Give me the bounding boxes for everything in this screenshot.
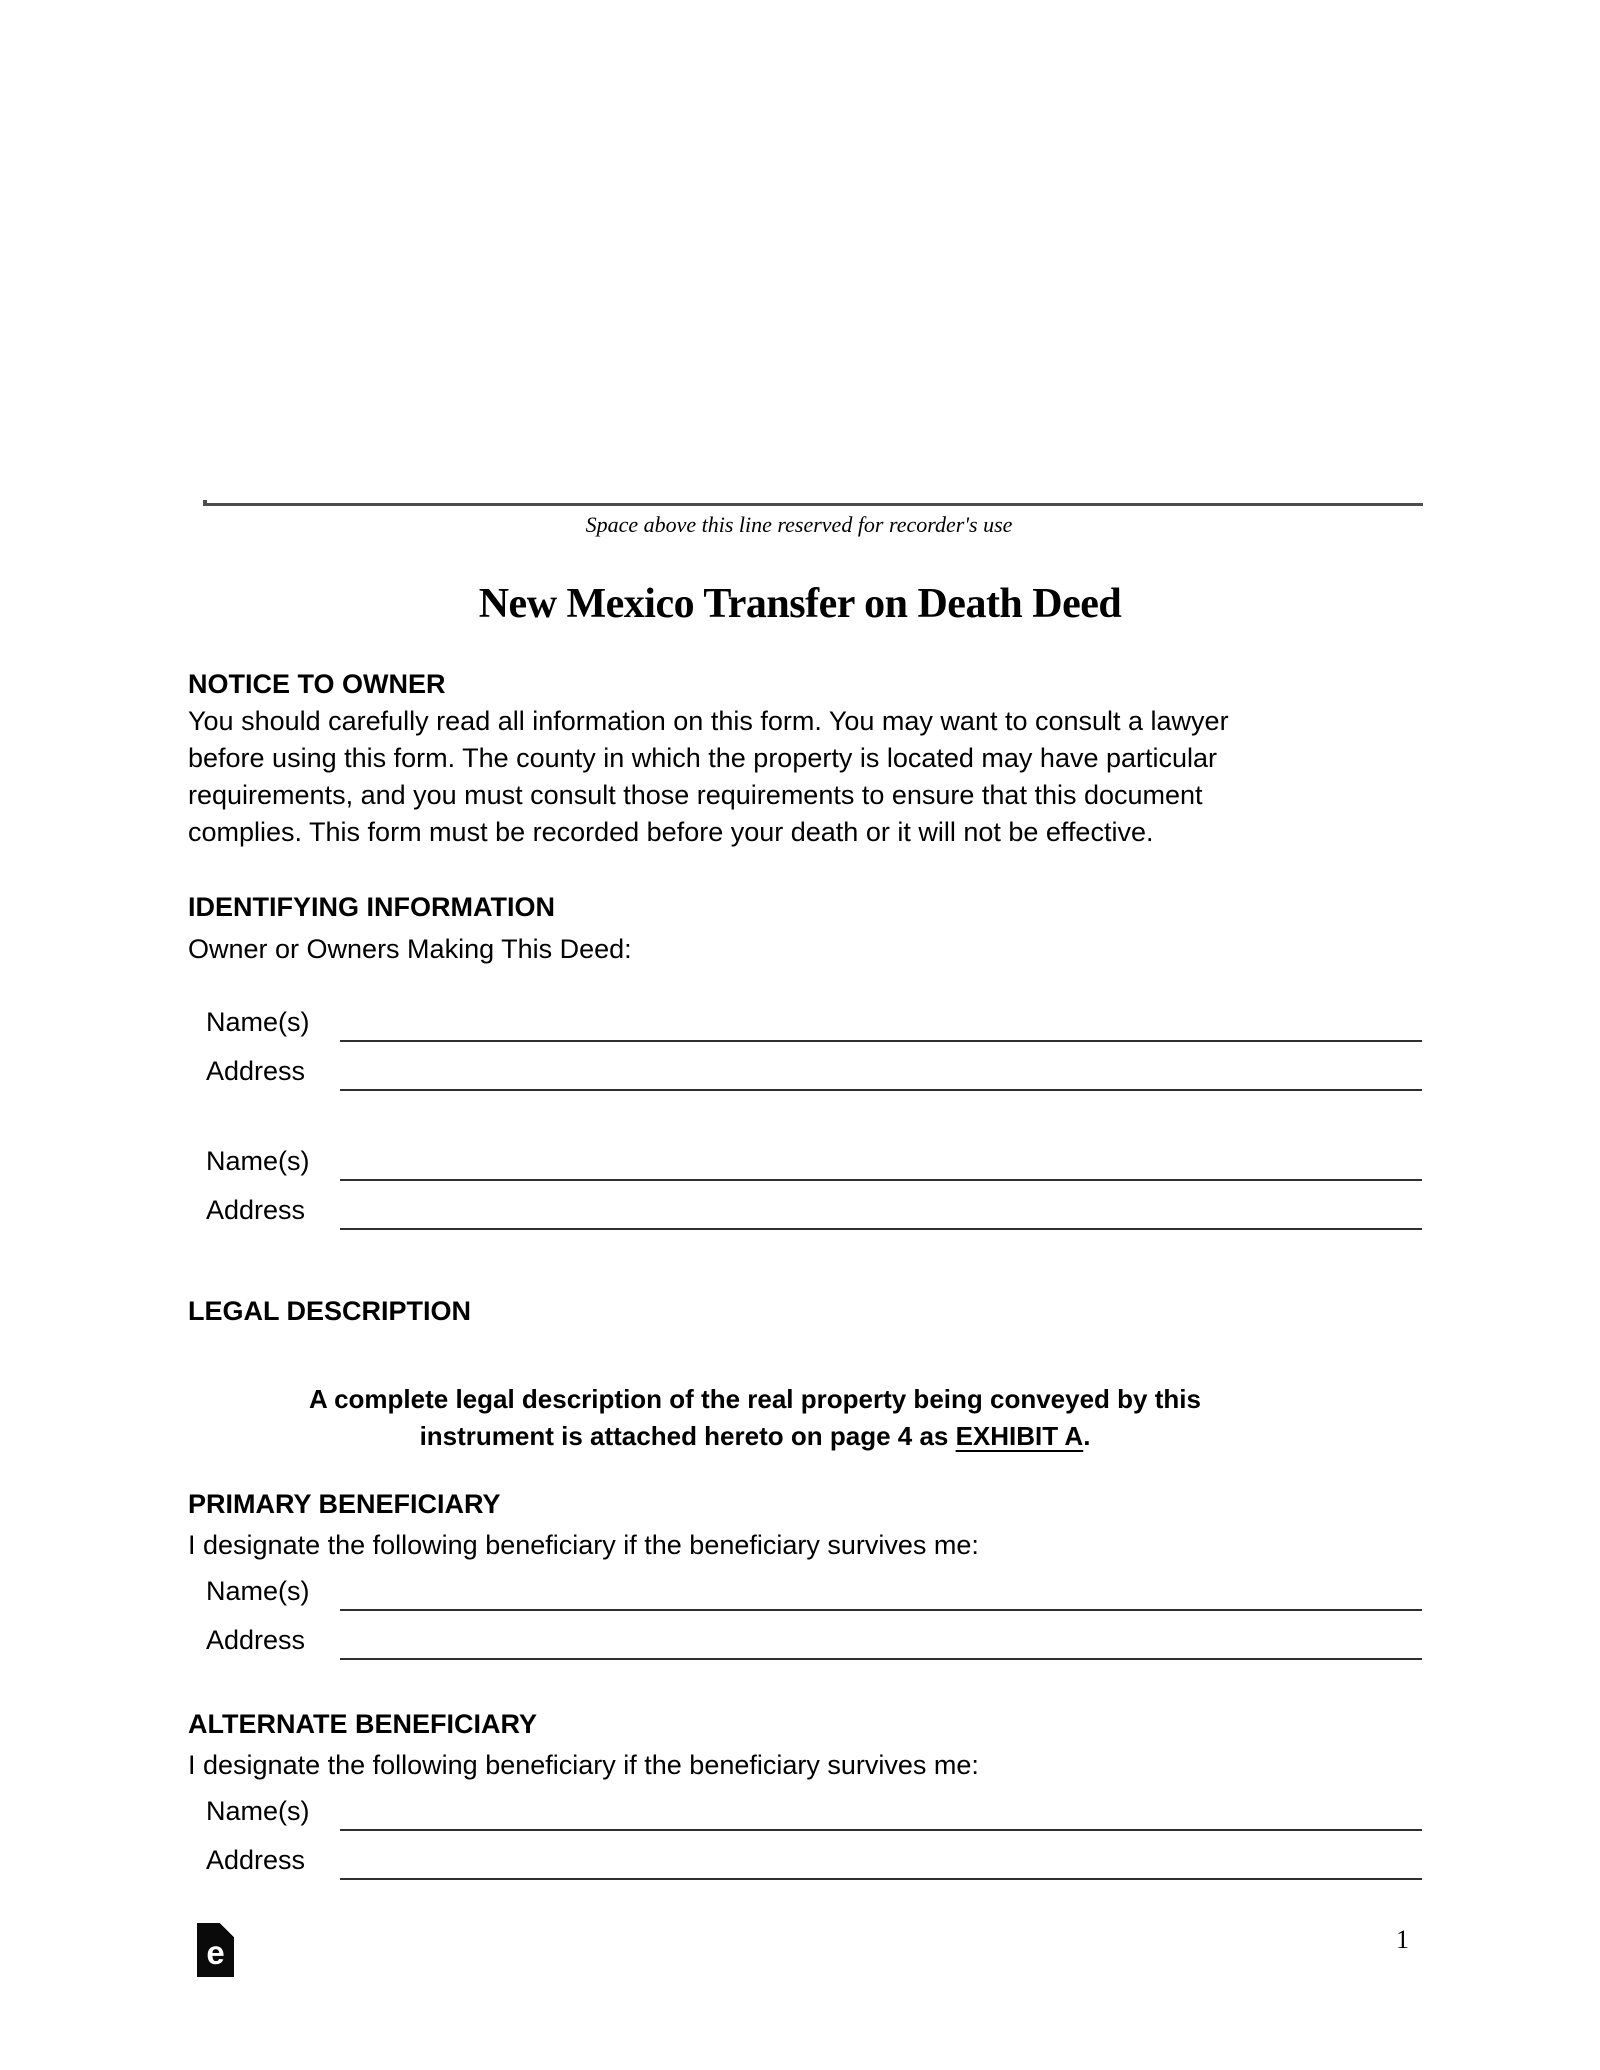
identifying-heading: IDENTIFYING INFORMATION bbox=[188, 892, 555, 922]
owner-1-name-row bbox=[206, 1008, 1422, 1042]
exhibit-a-reference: EXHIBIT A bbox=[955, 1421, 1084, 1451]
notice-paragraph-line: complies. This form must be recorded before your death or it will not be effective. bbox=[188, 817, 1154, 847]
legal-statement-line-2 bbox=[188, 1418, 1322, 1455]
page-number: 1 bbox=[1396, 1925, 1409, 1954]
notice-paragraph bbox=[188, 703, 1422, 851]
primary-beneficiary-name-input-line[interactable] bbox=[340, 1575, 1422, 1611]
page-title: New Mexico Transfer on Death Deed bbox=[478, 581, 1122, 627]
owner-2-address-input-line[interactable] bbox=[340, 1194, 1422, 1230]
owner-1-name-input-line[interactable] bbox=[340, 1006, 1422, 1042]
alternate-beneficiary-heading: ALTERNATE BENEFICIARY bbox=[188, 1709, 537, 1739]
notice-paragraph-line: You should carefully read all information on this form. You may want to consult a lawyer bbox=[188, 706, 1229, 736]
alternate-beneficiary-address-row bbox=[206, 1846, 1422, 1880]
legal-statement-line-2-suffix: . bbox=[1083, 1421, 1091, 1451]
owner-1-group bbox=[188, 1008, 1422, 1091]
identifying-subheading: Owner or Owners Making This Deed: bbox=[188, 934, 632, 964]
address-label: Address bbox=[206, 1195, 306, 1225]
owner-1-address-input-line[interactable] bbox=[340, 1055, 1422, 1091]
primary-beneficiary-name-row bbox=[206, 1577, 1422, 1611]
legal-statement-line-2-prefix: instrument is attached hereto on page 4 as bbox=[419, 1421, 956, 1451]
notice-paragraph-line: before using this form. The county in which the property is located may have particular bbox=[188, 743, 1218, 773]
legal-heading: LEGAL DESCRIPTION bbox=[188, 1296, 472, 1326]
owner-1-address-row bbox=[206, 1057, 1422, 1091]
alternate-beneficiary-name-input-line[interactable] bbox=[340, 1795, 1422, 1831]
name-label: Name(s) bbox=[206, 1007, 310, 1037]
alternate-beneficiary-intro: I designate the following beneficiary if the beneficiary survives me: bbox=[188, 1750, 979, 1780]
primary-beneficiary-fields bbox=[188, 1577, 1422, 1660]
section-notice-to-owner bbox=[188, 666, 1422, 851]
owner-2-address-row bbox=[206, 1196, 1422, 1230]
owner-2-name-input-line[interactable] bbox=[340, 1145, 1422, 1181]
name-label: Name(s) bbox=[206, 1576, 310, 1606]
address-label: Address bbox=[206, 1625, 306, 1655]
address-label: Address bbox=[206, 1845, 306, 1875]
section-identifying-information bbox=[188, 889, 1422, 1230]
primary-beneficiary-address-input-line[interactable] bbox=[340, 1624, 1422, 1660]
eforms-document-logo bbox=[197, 1923, 234, 1977]
alternate-beneficiary-fields bbox=[188, 1797, 1422, 1880]
notice-heading: NOTICE TO OWNER bbox=[188, 669, 446, 699]
eforms-logo-letter: e bbox=[206, 1934, 225, 1972]
section-legal-description bbox=[188, 1293, 1422, 1455]
owner-2-name-row bbox=[206, 1147, 1422, 1181]
primary-beneficiary-heading: PRIMARY BENEFICIARY bbox=[188, 1489, 501, 1519]
recorder-note: Space above this line reserved for recorder's use bbox=[585, 512, 1013, 537]
notice-paragraph-line: requirements, and you must consult those requirements to ensure that this document bbox=[188, 780, 1203, 810]
section-primary-beneficiary bbox=[188, 1486, 1422, 1660]
legal-statement bbox=[188, 1381, 1322, 1455]
alternate-beneficiary-address-input-line[interactable] bbox=[340, 1844, 1422, 1880]
legal-statement-line-1: A complete legal description of the real property being conveyed by this bbox=[309, 1384, 1201, 1414]
owner-2-group bbox=[188, 1147, 1422, 1230]
primary-beneficiary-intro: I designate the following beneficiary if the beneficiary survives me: bbox=[188, 1530, 979, 1560]
address-label: Address bbox=[206, 1056, 306, 1086]
alternate-beneficiary-name-row bbox=[206, 1797, 1422, 1831]
name-label: Name(s) bbox=[206, 1796, 310, 1826]
name-label: Name(s) bbox=[206, 1146, 310, 1176]
section-alternate-beneficiary bbox=[188, 1706, 1422, 1880]
recorder-divider-line bbox=[203, 503, 1423, 506]
primary-beneficiary-address-row bbox=[206, 1626, 1422, 1660]
